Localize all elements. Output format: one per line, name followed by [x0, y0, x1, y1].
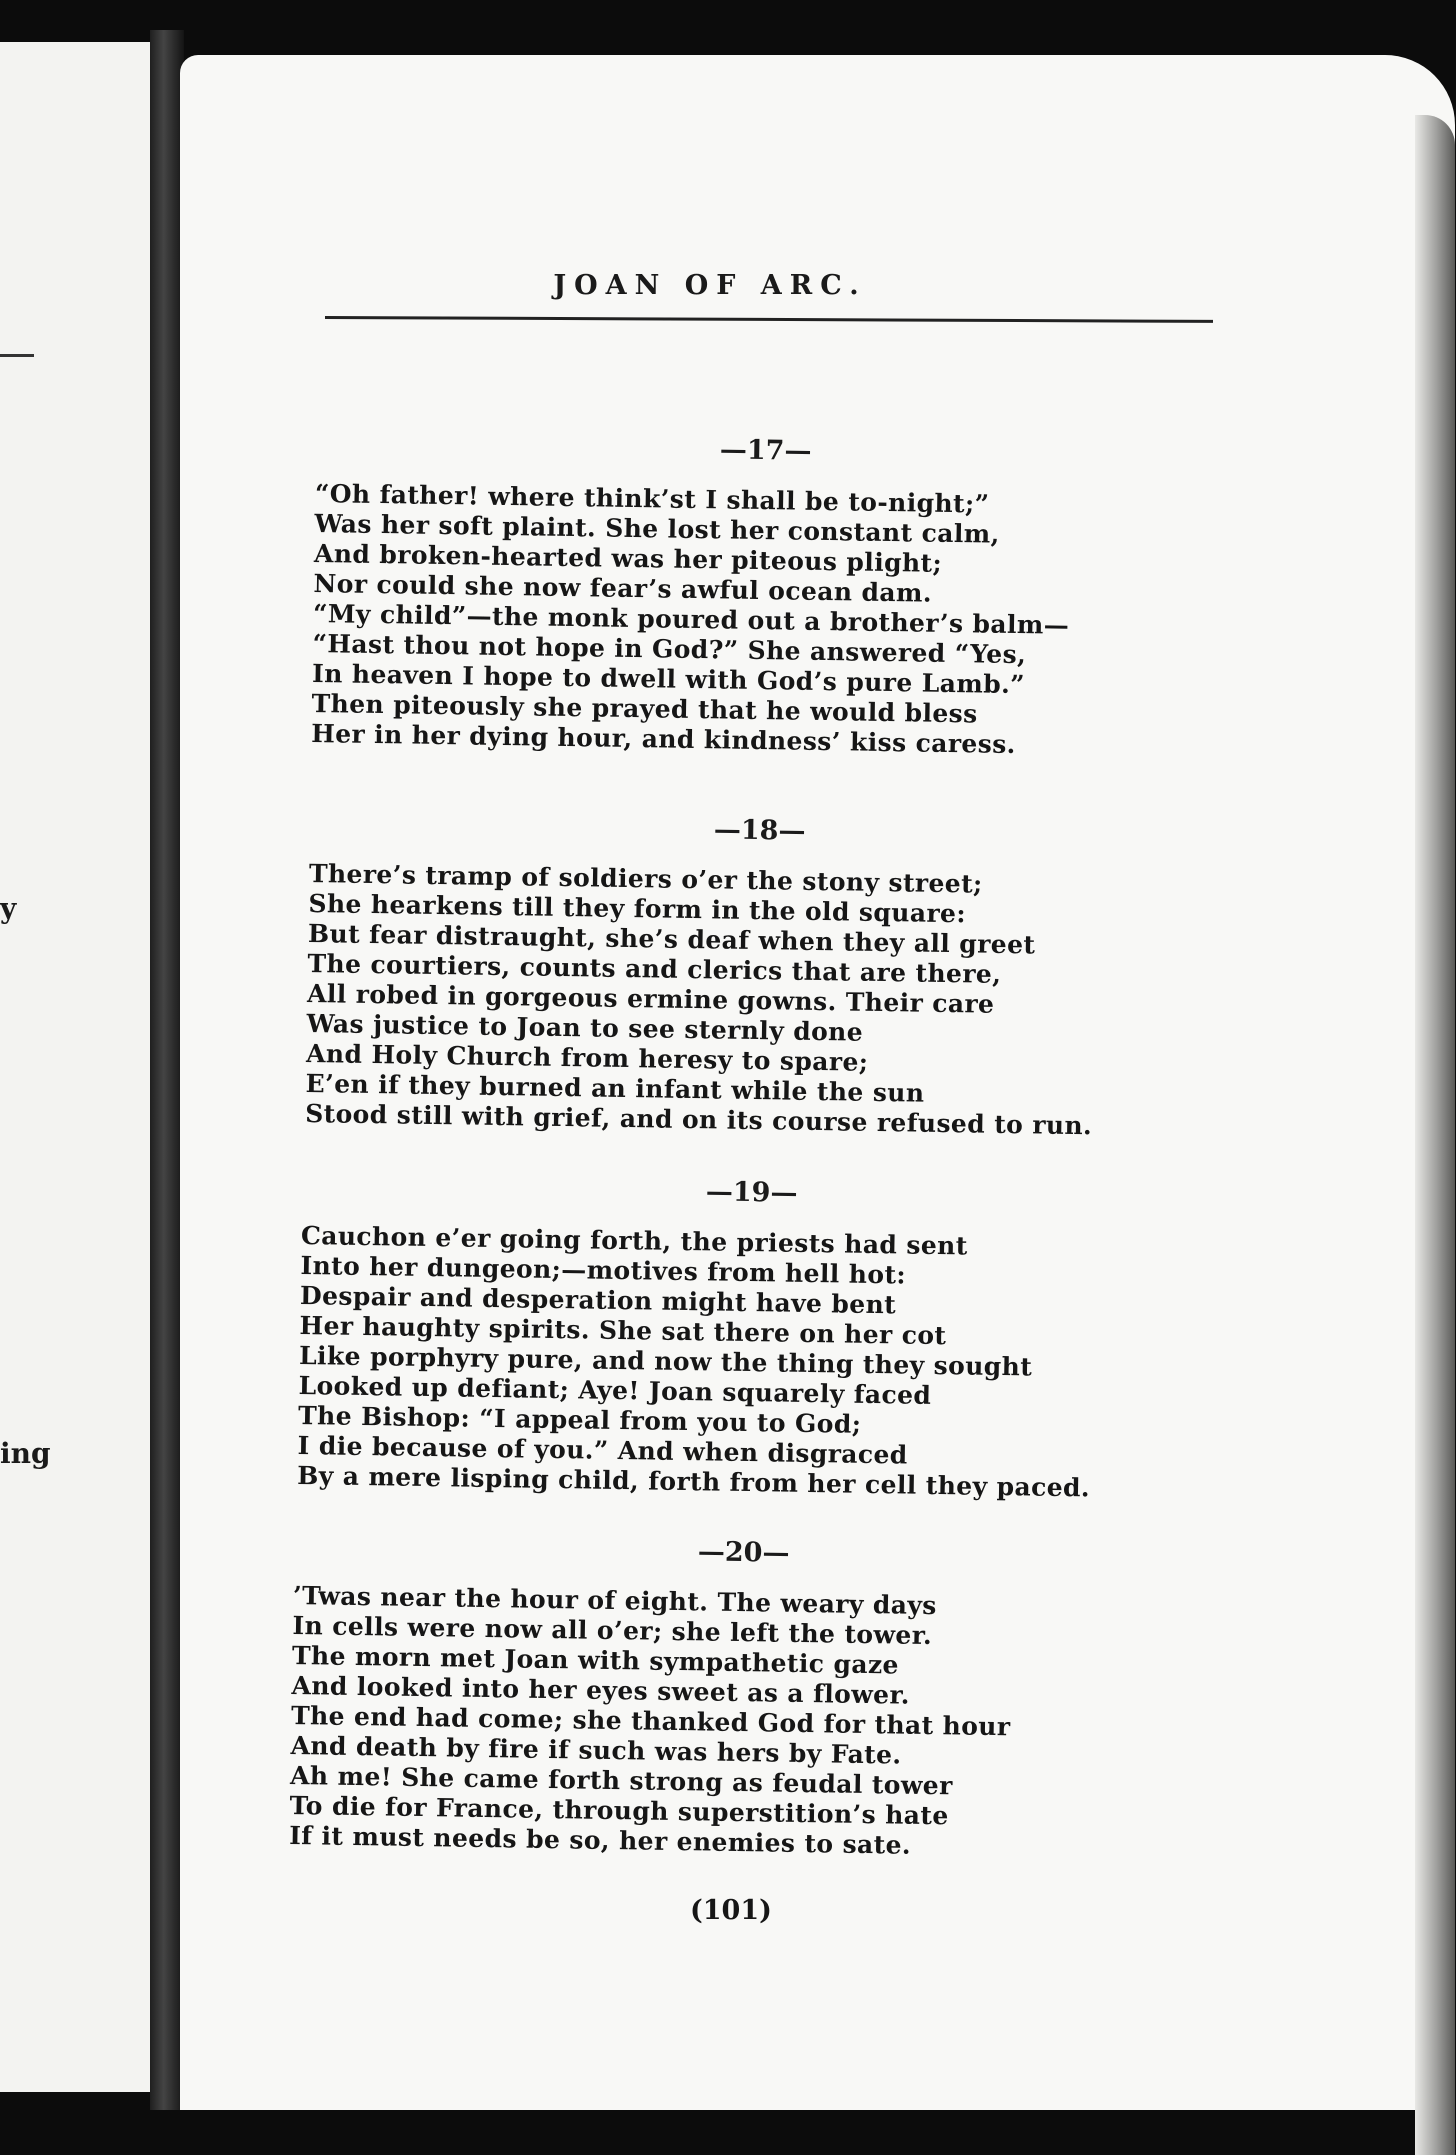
verse-line: Cauchon e’er going forth, the priests had sent: [300, 1220, 968, 1261]
verse-line: And looked into her eyes sweet as a flower.: [291, 1670, 911, 1710]
running-head: JOAN OF ARC.: [553, 270, 867, 301]
stanza-18: [305, 808, 1210, 1143]
verse-line: If it must needs be so, her enemies to sate.: [288, 1820, 912, 1860]
stanza-number: —19—: [705, 1176, 798, 1209]
stanza-19: [297, 1170, 1202, 1505]
verse-line: To die for France, through superstition’s hate: [289, 1790, 949, 1831]
verse-line: Was her soft plaint. She lost her constant calm,: [314, 508, 1000, 549]
verse-line: “Oh father! where think’st I shall be to-night;”: [314, 478, 990, 519]
verse-line: “Hast thou not hope in God?” She answered “Yes,: [312, 628, 1027, 670]
verse-line: ’Twas near the hour of eight. The weary days: [292, 1580, 938, 1621]
verse-line: Into her dungeon;—motives from hell hot:: [300, 1250, 907, 1290]
verse-line: And broken-hearted was her piteous plight;: [313, 538, 943, 578]
page-number: (101): [690, 1895, 772, 1926]
verse-line: But fear distraught, she’s deaf when they all greet: [307, 918, 1036, 960]
verse-line: Her haughty spirits. She sat there on her cot: [299, 1310, 947, 1351]
verse-line: In heaven I hope to dwell with God’s pure Lamb.”: [311, 658, 1026, 700]
stanza-20: [289, 1530, 1194, 1865]
facing-page: [0, 42, 150, 2092]
verse-line: The Bishop: “I appeal from you to God;: [297, 1400, 862, 1439]
verse-line: Looked up defiant; Aye! Joan squarely faced: [298, 1370, 932, 1410]
facing-page-rule: [0, 354, 34, 357]
stanza-number: —17—: [719, 434, 812, 467]
verse-line: Like porphyry pure, and now the thing they sought: [298, 1340, 1033, 1382]
stanza-number: —20—: [697, 1536, 790, 1569]
verse-line: Nor could she now fear’s awful ocean dam.: [313, 568, 933, 608]
stanza-number: —18—: [713, 814, 806, 847]
verse-line: All robed in gorgeous ermine gowns. Their care: [306, 978, 995, 1019]
verse-line: Her in her dying hour, and kindness’ kiss caress.: [310, 718, 1017, 760]
verse-line: The courtiers, counts and clerics that are there,: [307, 948, 1002, 989]
verse-line: In cells were now all o’er; she left the tower.: [292, 1610, 933, 1651]
verse-line: E’en if they burned an infant while the sun: [305, 1068, 925, 1108]
book-gutter: [150, 30, 184, 2110]
verse-line: Despair and desperation might have bent: [299, 1280, 897, 1320]
verse-line: Stood still with grief, and on its course refused to run.: [304, 1098, 1093, 1141]
verse-line: I die because of you.” And when disgraced: [297, 1430, 908, 1470]
verse-line: And Holy Church from heresy to spare;: [305, 1038, 869, 1077]
verse-line: By a mere lisping child, forth from her cell they paced.: [296, 1460, 1091, 1503]
verse-line: And death by fire if such was hers by Fate.: [290, 1730, 902, 1770]
verse-line: The end had come; she thanked God for that hour: [290, 1700, 1011, 1742]
stanza-17: [311, 428, 1216, 763]
verse-line: She hearkens till they form in the old square:: [308, 888, 967, 929]
verse-line: Then piteously she prayed that he would bless: [311, 688, 978, 729]
verse-line: “My child”—the monk poured out a brother’s balm—: [312, 598, 1070, 640]
verse-line: Was justice to Joan to see sternly done: [306, 1008, 864, 1047]
verse-line: Ah me! She came forth strong as feudal tower: [289, 1760, 953, 1801]
verse-line: There’s tramp of soldiers o’er the stony street;: [308, 858, 983, 899]
verse-line: The morn met Joan with sympathetic gaze: [291, 1640, 900, 1680]
facing-page-fragment: ing: [0, 1437, 51, 1470]
page-edge: [1415, 115, 1455, 2155]
facing-page-fragment: y: [0, 892, 17, 925]
